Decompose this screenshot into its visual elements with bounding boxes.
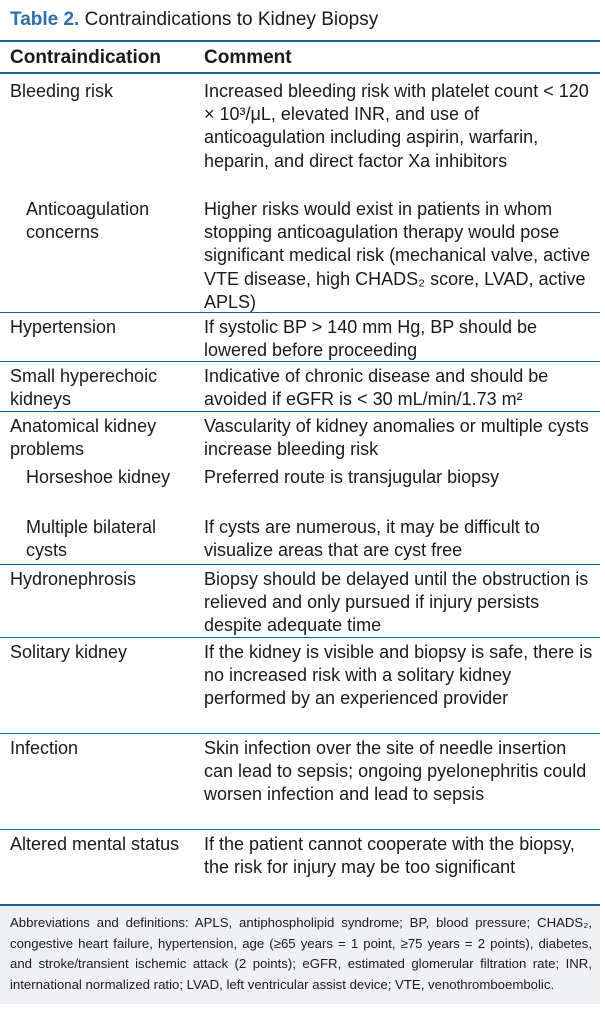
- table-row: [0, 831, 600, 903]
- row-divider: [0, 312, 600, 313]
- row-divider: [0, 361, 600, 362]
- row-comment: Biopsy should be delayed until the obstruction is relieved and only pursued if injury persists despite adequate time: [204, 569, 589, 636]
- table-row: [0, 464, 600, 513]
- table-row: [0, 78, 600, 196]
- table-title-text: Contraindications to Kidney Biopsy: [84, 9, 379, 30]
- row-contraindication: Horseshoe kidney: [26, 467, 171, 487]
- table-title: [10, 6, 378, 34]
- table-row: [0, 514, 600, 564]
- row-comment: Preferred route is transjugular biopsy: [204, 467, 500, 487]
- table-row: [0, 735, 600, 829]
- row-comment: If systolic BP > 140 mm Hg, BP should be lowered before proceeding: [204, 317, 537, 361]
- row-contraindication: Anticoagulation concerns: [26, 199, 150, 242]
- row-contraindication: Bleeding risk: [10, 81, 114, 101]
- header-contraindication: Contraindication: [10, 47, 161, 68]
- header-comment: Comment: [204, 47, 292, 68]
- row-comment: Vascularity of kidney anomalies or multiple cysts increase bleeding risk: [204, 416, 589, 460]
- table-header-row: [0, 40, 600, 74]
- row-divider: [0, 411, 600, 412]
- table-footnote: [0, 904, 600, 1004]
- row-contraindication: Hypertension: [10, 317, 117, 337]
- row-divider: [0, 564, 600, 565]
- row-comment: If the patient cannot cooperate with the biopsy, the risk for injury may be too significant: [204, 834, 575, 878]
- row-divider: [0, 733, 600, 734]
- row-contraindication: Hydronephrosis: [10, 569, 137, 589]
- row-contraindication: Altered mental status: [10, 834, 180, 854]
- row-comment: Higher risks would exist in patients in whom stopping anticoagulation therapy would pose significant medical risk (mechanical valve, active VTE disease, high CHADS₂ score, LVAD, active APLS): [204, 199, 591, 312]
- row-divider: [0, 637, 600, 638]
- row-contraindication: Solitary kidney: [10, 642, 128, 662]
- table-label: Table 2.: [10, 9, 80, 30]
- row-comment: If the kidney is visible and biopsy is safe, there is no increased risk with a solitary kidney performed by an experienced provider: [204, 642, 593, 709]
- table-row: [0, 566, 600, 637]
- row-comment: If cysts are numerous, it may be difficult to visualize areas that are cyst free: [204, 517, 540, 561]
- row-comment: Skin infection over the site of needle insertion can lead to sepsis; ongoing pyelonephritis could worsen infection and lead to sepsis: [204, 738, 587, 805]
- row-comment: Indicative of chronic disease and should be avoided if eGFR is < 30 mL/min/1.73 m²: [204, 366, 549, 410]
- footnote-text: Abbreviations and definitions: APLS, antiphospholipid syndrome; BP, blood pressure; CHADS₂, congestive heart failure, hypertension, age (≥65 years = 1 point, ≥75 years = 2 points), diabetes, and stroke/transient ischemic attack (2 points); eGFR, estimated glomerular filtration rate; INR, international normalized ratio; LVAD, left ventricular assist device; VTE, venothromboembolic.: [10, 915, 592, 992]
- table-row: [0, 413, 600, 462]
- table-row: [0, 639, 600, 733]
- row-contraindication: Anatomical kidney problems: [10, 416, 157, 459]
- table-row: [0, 314, 600, 361]
- row-comment: Increased bleeding risk with platelet count < 120 × 10³/μL, elevated INR, and use of anticoagulation including aspirin, warfarin, heparin, and direct factor Xa inhibitors: [204, 81, 589, 171]
- row-contraindication: Infection: [10, 738, 79, 758]
- row-contraindication: Multiple bilateral cysts: [26, 517, 157, 560]
- table-row: [0, 363, 600, 411]
- table-row: [0, 196, 600, 312]
- row-contraindication: Small hyperechoic kidneys: [10, 366, 158, 409]
- row-divider: [0, 829, 600, 830]
